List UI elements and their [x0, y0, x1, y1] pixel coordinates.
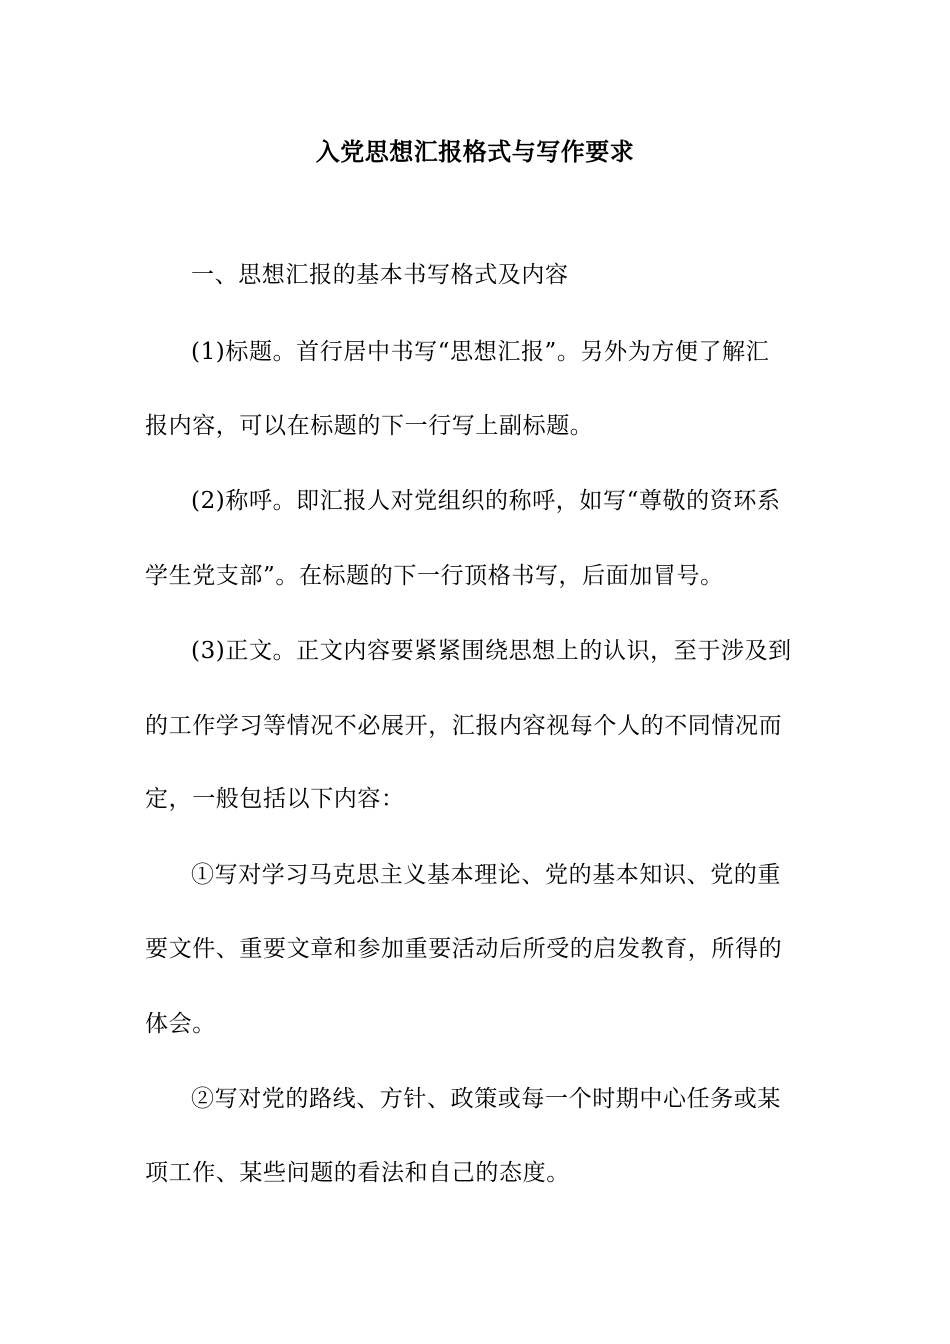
paragraph-line: ②写对党的路线、方针、政策或每一个时期中心任务或某	[191, 1086, 781, 1112]
paragraph-line: 的工作学习等情况不必展开，汇报内容视每个人的不同情况而	[145, 713, 783, 739]
section-heading: 一、思想汇报的基本书写格式及内容	[191, 262, 569, 288]
document-title: 入党思想汇报格式与写作要求	[315, 137, 635, 166]
paragraph-line: (2)称呼。即汇报人对党组织的称呼，如写“尊敬的资环系	[191, 488, 781, 514]
paragraph-line: (1)标题。首行居中书写“思想汇报”。另外为方便了解汇	[191, 339, 770, 365]
paragraph-line: 报内容，可以在标题的下一行写上副标题。	[145, 413, 594, 439]
paragraph-line: 学生党支部”。在标题的下一行顶格书写，后面加冒号。	[145, 563, 724, 589]
paragraph-line: 定，一般包括以下内容：	[145, 786, 405, 812]
paragraph-line: (3)正文。正文内容要紧紧围绕思想上的认识，至于涉及到	[191, 638, 792, 664]
paragraph-line: 项工作、某些问题的看法和自己的态度。	[145, 1160, 570, 1186]
paragraph-line: 体会。	[145, 1011, 216, 1037]
paragraph-line: ①写对学习马克思主义基本理论、党的基本知识、党的重	[191, 862, 781, 888]
paragraph-line: 要文件、重要文章和参加重要活动后所受的启发教育，所得的	[145, 936, 783, 962]
